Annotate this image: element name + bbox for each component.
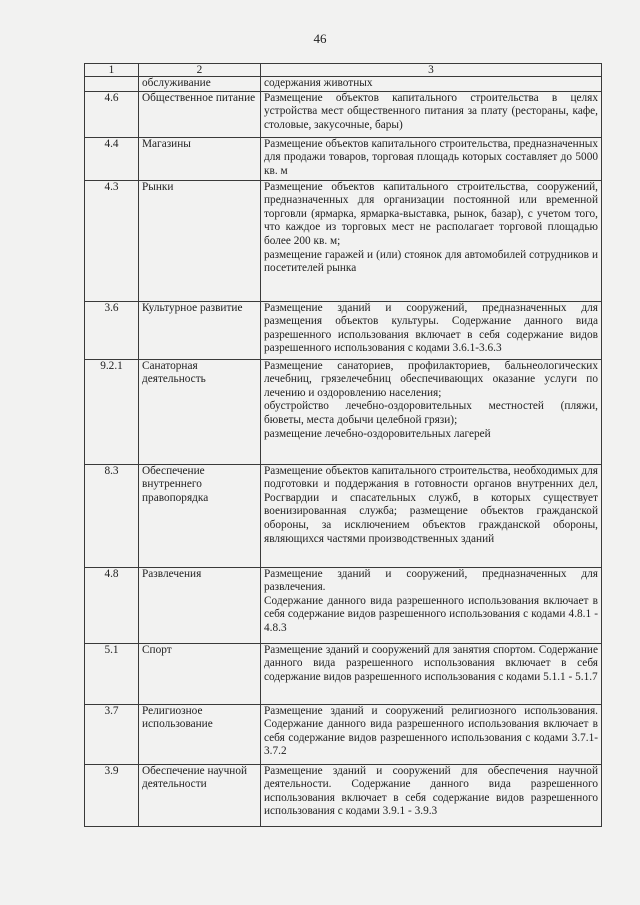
row-code: 9.2.1	[85, 359, 139, 464]
row-use-name: Религиозное использование	[139, 704, 261, 764]
page-number: 46	[313, 31, 327, 46]
table-row	[85, 704, 602, 764]
table-row	[85, 359, 602, 464]
table-row	[85, 137, 602, 180]
table-row	[85, 464, 602, 567]
row-code: 5.1	[85, 643, 139, 704]
row-description	[261, 77, 602, 92]
row-description	[261, 137, 602, 180]
row-use-name: Магазины	[139, 137, 261, 180]
table-row	[85, 643, 602, 704]
row-use-name: Санаторная деятельность	[139, 359, 261, 464]
description-text: Размещение санаториев, профилакториев, бальнеологических лечебниц, грязелечебниц обеспечивающих оказание услуги по лечению и оздоровлению населения;	[264, 359, 598, 399]
description-text: содержания животных	[264, 77, 373, 89]
column-header-1: 1	[85, 64, 139, 77]
row-description	[261, 180, 602, 301]
description-text: Размещение зданий и сооружений для занятия спортом. Содержание данного вида разрешенного использования включает в себя содержание видов разрешенного использования с кодами 5.1.1 - 5.1.7	[264, 643, 598, 683]
table-row	[85, 91, 602, 137]
row-description	[261, 359, 602, 464]
permitted-use-table	[84, 63, 602, 827]
description-text: Размещение зданий и сооружений для обеспечения научной деятельности. Содержание данного вида разрешенного использования включает в себя содержание видов разрешенного использования с кодами 3.9.1 - 3.9.3	[264, 764, 598, 818]
row-use-name: Развлечения	[139, 567, 261, 643]
row-description	[261, 704, 602, 764]
row-code: 4.3	[85, 180, 139, 301]
row-code: 4.4	[85, 137, 139, 180]
row-use-name: Обеспечение внутреннего правопорядка	[139, 464, 261, 567]
description-text: размещение лечебно-оздоровительных лагерей	[264, 427, 491, 440]
row-code: 3.7	[85, 704, 139, 764]
description-text: Размещение объектов капитального строительства в целях устройства мест общественного питания за плату (рестораны, кафе, столовые, закусочные, бары)	[264, 91, 598, 131]
table-row	[85, 567, 602, 643]
column-header-3: 3	[261, 64, 602, 77]
row-use-name: обслуживание	[139, 77, 261, 92]
row-use-name: Рынки	[139, 180, 261, 301]
row-description	[261, 91, 602, 137]
row-code: 4.6	[85, 91, 139, 137]
description-text: Размещение зданий и сооружений, предназначенных для развлечения.	[264, 567, 598, 594]
description-text: обустройство лечебно-оздоровительных местностей (пляжи, бюветы, места добычи целебной грязи);	[264, 400, 598, 426]
table-row	[85, 180, 602, 301]
description-text: размещение гаражей и (или) стоянок для автомобилей сотрудников и посетителей рынка	[264, 248, 598, 275]
row-description	[261, 464, 602, 567]
description-text: Размещение объектов капитального строительства, предназначенных для продажи товаров, торговая площадь которых составляет до 5000 кв. м	[264, 137, 598, 177]
row-description	[261, 301, 602, 359]
description-text: Размещение объектов капитального строительства, необходимых для подготовки и поддержания в готовности органов внутренних дел, Росгвардии и спасательных служб, в которых существует военизированная служба; размещение объектов гражданской обороны, за исключением объектов гражданской обороны, являющихся частями производственных зданий	[264, 464, 598, 545]
table-row	[85, 764, 602, 826]
row-code: 3.9	[85, 764, 139, 826]
row-description	[261, 764, 602, 826]
row-use-name: Спорт	[139, 643, 261, 704]
description-text: Размещение зданий и сооружений религиозного использования. Содержание данного вида разрешенного использования включает в себя содержание видов разрешенного использования с кодами 3.7.1-3.7.2	[264, 704, 598, 758]
row-use-name: Обеспечение научной деятельности	[139, 764, 261, 826]
row-use-name: Общественное питание	[139, 91, 261, 137]
table-row	[85, 77, 602, 92]
row-use-name: Культурное развитие	[139, 301, 261, 359]
column-header-2: 2	[139, 64, 261, 77]
row-code: 8.3	[85, 464, 139, 567]
description-text: Размещение объектов капитального строительства, сооружений, предназначенных для организации постоянной или временной торговли (ярмарка, ярмарка-выставка, рынок, базар), с учетом того, что каждое из торговых мест не располагает торговой площадью более 200 кв. м;	[264, 180, 598, 247]
table-header-row	[85, 64, 602, 77]
description-text: Содержание данного вида разрешенного использования включает в себя содержание видов разрешенного использования с кодами 4.8.1 - 4.8.3	[264, 594, 598, 634]
row-code: 3.6	[85, 301, 139, 359]
row-description	[261, 567, 602, 643]
row-description	[261, 643, 602, 704]
row-code	[85, 77, 139, 92]
table-row	[85, 301, 602, 359]
row-code: 4.8	[85, 567, 139, 643]
description-text: Размещение зданий и сооружений, предназначенных для размещения объектов культуры. Содержание данного вида разрешенного использования включает в себя содержание видов разрешенного использования с кодами 3.6.1-3.6.3	[264, 301, 598, 355]
